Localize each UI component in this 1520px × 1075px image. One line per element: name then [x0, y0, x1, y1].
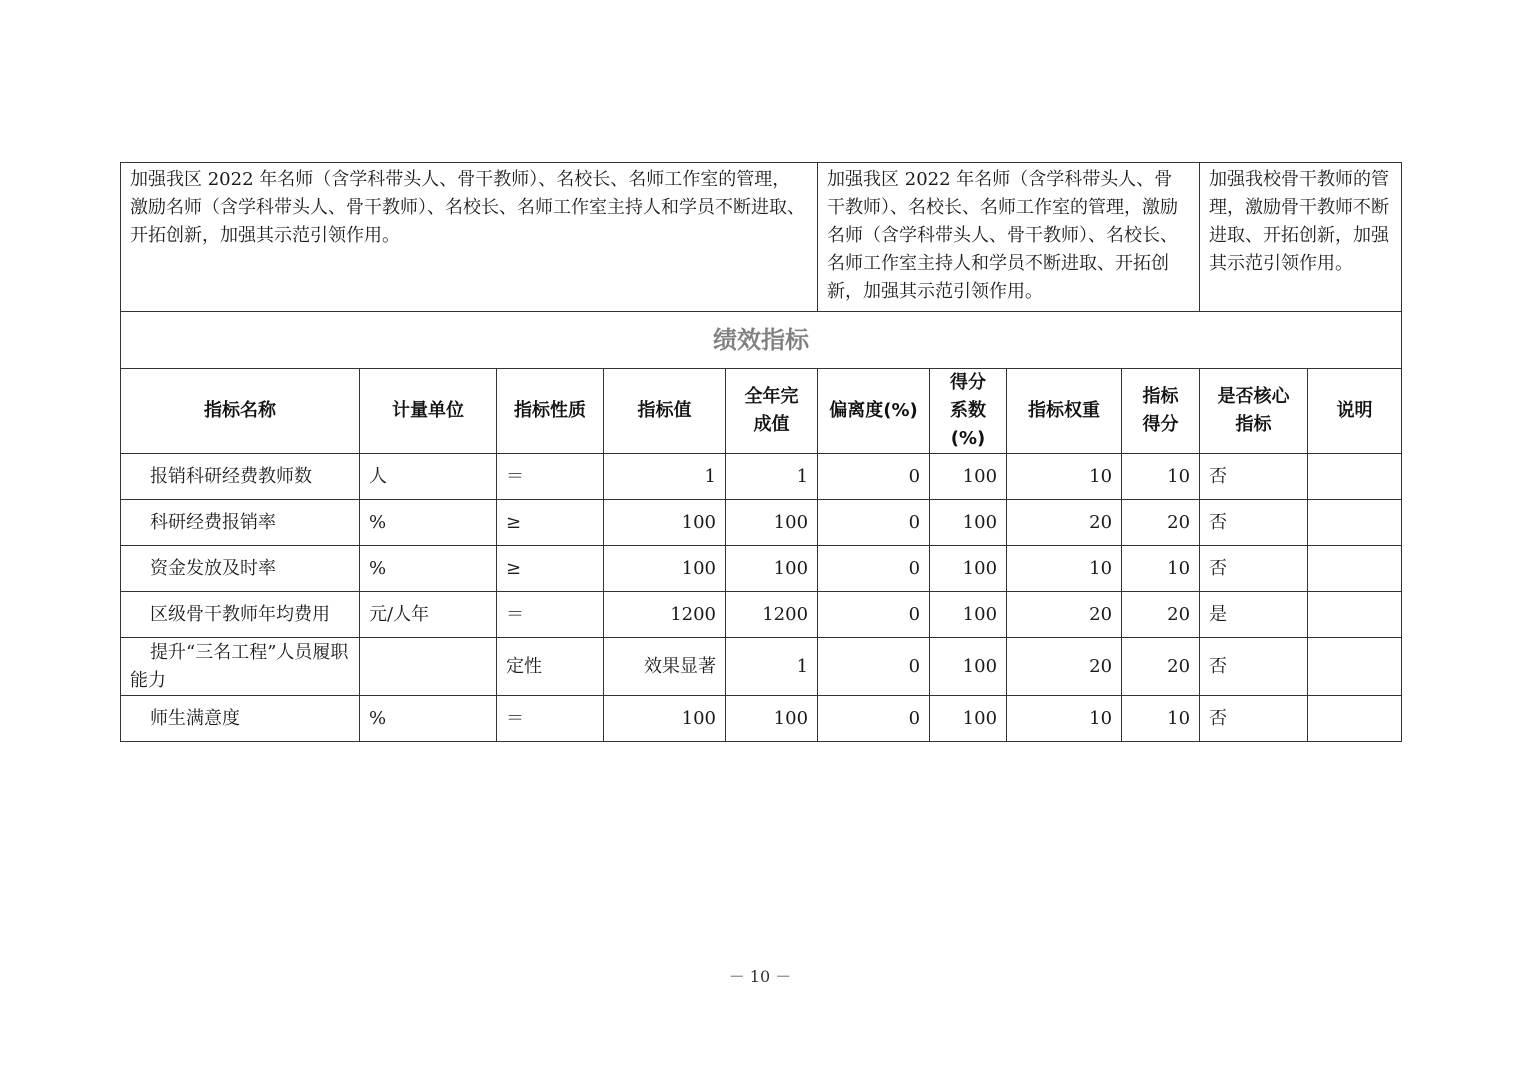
table-row [121, 592, 1402, 638]
table-row [121, 696, 1402, 742]
cell-unit: 人 [360, 454, 497, 500]
cell-name: 区级骨干教师年均费用 [121, 592, 360, 638]
cell-target: 100 [604, 696, 726, 742]
cell-deviation: 0 [818, 638, 930, 696]
page-number: － 10 － [728, 967, 792, 986]
table-row [121, 546, 1402, 592]
cell-is-core: 否 [1200, 696, 1308, 742]
table-row [121, 454, 1402, 500]
cell-is-core: 否 [1200, 500, 1308, 546]
cell-nature: ＝ [497, 696, 604, 742]
cell-deviation: 0 [818, 696, 930, 742]
cell-score: 20 [1122, 638, 1200, 696]
cell-weight: 10 [1007, 546, 1122, 592]
cell-unit: % [360, 696, 497, 742]
cell-nature: ≥ [497, 546, 604, 592]
header-is-core: 是否核心指标 [1200, 369, 1308, 454]
section-title: 绩效指标 [121, 312, 1402, 369]
cell-nature: ≥ [497, 500, 604, 546]
cell-coefficient: 100 [930, 546, 1007, 592]
cell-unit [360, 638, 497, 696]
header-deviation: 偏离度(%) [818, 369, 930, 454]
header-row [121, 369, 1402, 454]
cell-name: 师生满意度 [121, 696, 360, 742]
cell-is-core: 是 [1200, 592, 1308, 638]
cell-note [1308, 638, 1402, 696]
cell-name: 资金发放及时率 [121, 546, 360, 592]
cell-actual: 100 [726, 696, 818, 742]
cell-score: 20 [1122, 500, 1200, 546]
cell-target: 100 [604, 546, 726, 592]
cell-unit: % [360, 500, 497, 546]
cell-weight: 20 [1007, 592, 1122, 638]
header-name: 指标名称 [121, 369, 360, 454]
cell-actual: 1200 [726, 592, 818, 638]
cell-actual: 100 [726, 500, 818, 546]
cell-coefficient: 100 [930, 638, 1007, 696]
district-long-term-goal: 加强我区 2022 年名师（含学科带头人、骨干教师）、名校长、名师工作室的管理，激励名师（含学科带头人、骨干教师）、名校长、名师工作室主持人和学员不断进取、开拓创新，加强其示范引领作用。 [121, 163, 818, 312]
school-goal: 加强我校骨干教师的管理，激励骨干教师不断进取、开拓创新，加强其示范引领作用。 [1200, 163, 1402, 312]
cell-note [1308, 500, 1402, 546]
cell-coefficient: 100 [930, 592, 1007, 638]
cell-target: 1 [604, 454, 726, 500]
cell-name: 提升“三名工程”人员履职能力 [121, 638, 360, 696]
cell-is-core: 否 [1200, 454, 1308, 500]
cell-name: 报销科研经费教师数 [121, 454, 360, 500]
cell-note [1308, 592, 1402, 638]
performance-table [120, 162, 1402, 742]
header-weight: 指标权重 [1007, 369, 1122, 454]
cell-nature: 定性 [497, 638, 604, 696]
header-note: 说明 [1308, 369, 1402, 454]
district-annual-goal: 加强我区 2022 年名师（含学科带头人、骨干教师）、名校长、名师工作室的管理，激励名师（含学科带头人、骨干教师）、名校长、名师工作室主持人和学员不断进取、开拓创新，加强其示范引领作用。 [818, 163, 1200, 312]
cell-coefficient: 100 [930, 696, 1007, 742]
cell-is-core: 否 [1200, 546, 1308, 592]
cell-score: 20 [1122, 592, 1200, 638]
cell-target: 效果显著 [604, 638, 726, 696]
header-score: 指标得分 [1122, 369, 1200, 454]
cell-coefficient: 100 [930, 454, 1007, 500]
cell-deviation: 0 [818, 454, 930, 500]
cell-actual: 1 [726, 454, 818, 500]
cell-weight: 20 [1007, 638, 1122, 696]
cell-weight: 10 [1007, 454, 1122, 500]
section-title-row [121, 312, 1402, 369]
table-row [121, 500, 1402, 546]
cell-note [1308, 546, 1402, 592]
header-target: 指标值 [604, 369, 726, 454]
cell-score: 10 [1122, 696, 1200, 742]
cell-target: 1200 [604, 592, 726, 638]
header-actual: 全年完成值 [726, 369, 818, 454]
cell-score: 10 [1122, 454, 1200, 500]
header-nature: 指标性质 [497, 369, 604, 454]
cell-weight: 20 [1007, 500, 1122, 546]
cell-target: 100 [604, 500, 726, 546]
cell-unit: % [360, 546, 497, 592]
cell-unit: 元/人年 [360, 592, 497, 638]
cell-deviation: 0 [818, 592, 930, 638]
goals-row [121, 163, 1402, 312]
cell-actual: 100 [726, 546, 818, 592]
cell-actual: 1 [726, 638, 818, 696]
cell-is-core: 否 [1200, 638, 1308, 696]
header-unit: 计量单位 [360, 369, 497, 454]
cell-weight: 10 [1007, 696, 1122, 742]
cell-deviation: 0 [818, 500, 930, 546]
cell-coefficient: 100 [930, 500, 1007, 546]
cell-nature: ＝ [497, 592, 604, 638]
cell-note [1308, 696, 1402, 742]
cell-deviation: 0 [818, 546, 930, 592]
header-coefficient: 得分系数(%) [930, 369, 1007, 454]
cell-score: 10 [1122, 546, 1200, 592]
cell-nature: ＝ [497, 454, 604, 500]
table-row [121, 638, 1402, 696]
cell-note [1308, 454, 1402, 500]
cell-name: 科研经费报销率 [121, 500, 360, 546]
